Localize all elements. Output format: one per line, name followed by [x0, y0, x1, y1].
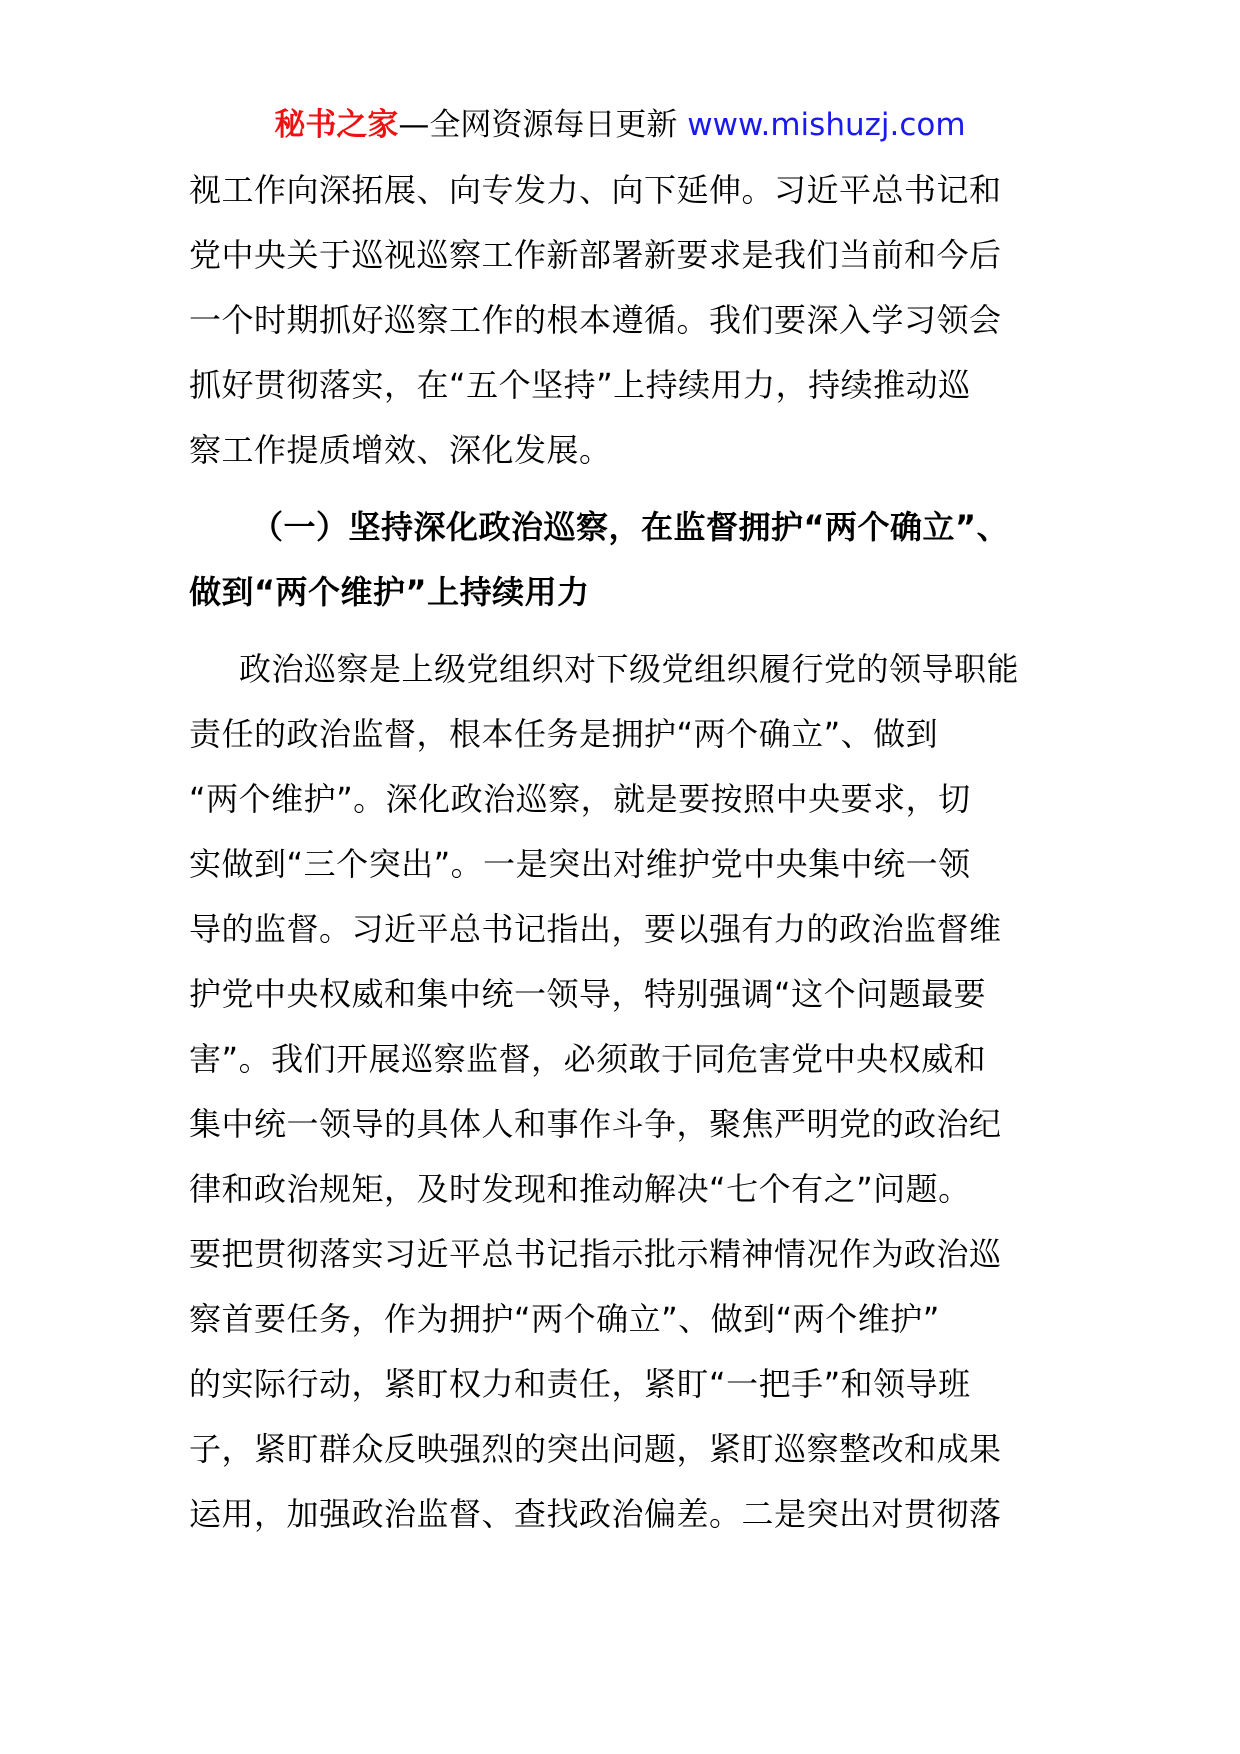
- paragraph-line: 责任的政治监督，根本任务是拥护“两个确立”、做到: [189, 715, 939, 753]
- paragraph-line: 察工作提质增效、深化发展。: [189, 431, 612, 469]
- paragraph-line: 的实际行动，紧盯权力和责任，紧盯“一把手”和领导班: [189, 1365, 971, 1403]
- paragraph-line: 党中央关于巡视巡察工作新部署新要求是我们当前和今后: [189, 236, 1002, 274]
- paragraph-line: 害”。我们开展巡察监督，必须敢于同危害党中央权威和: [189, 1040, 987, 1078]
- spacer: [189, 625, 1061, 637]
- section-heading-line: 做到“两个维护”上持续用力: [189, 573, 590, 611]
- page-header: [0, 100, 1240, 150]
- document-body: [189, 158, 1061, 1547]
- paragraph-line: 子，紧盯群众反映强烈的突出问题，紧盯巡察整改和成果: [189, 1430, 1002, 1468]
- paragraph-line: 护党中央权威和集中统一领导，特别强调“这个问题最要: [189, 975, 987, 1013]
- paragraph-line: 运用，加强政治监督、查找政治偏差。二是突出对贯彻落: [189, 1495, 1002, 1533]
- spacer: [189, 483, 1061, 495]
- paragraph-line: 导的监督。习近平总书记指出，要以强有力的政治监督维: [189, 910, 1002, 948]
- paragraph-line: 实做到“三个突出”。一是突出对维护党中央集中统一领: [189, 845, 971, 883]
- paragraph-line: 要把贯彻落实习近平总书记指示批示精神情况作为政治巡: [189, 1235, 1002, 1273]
- header-url[interactable]: www.mishuzj.com: [687, 107, 966, 143]
- paragraph-line: 察首要任务，作为拥护“两个确立”、做到“两个维护”: [189, 1300, 940, 1338]
- paragraph-line: 一个时期抓好巡察工作的根本遵循。我们要深入学习领会: [189, 301, 1002, 339]
- paragraph-line: 政治巡察是上级党组织对下级党组织履行党的领导职能: [239, 650, 1020, 688]
- paragraph-line: “两个维护”。深化政治巡察，就是要按照中央要求，切: [189, 780, 971, 818]
- paragraph-line: 视工作向深拓展、向专发力、向下延伸。习近平总书记和: [189, 171, 1002, 209]
- section-heading-line: （一）坚持深化政治巡察，在监督拥护“两个确立”、: [251, 508, 1010, 546]
- paragraph-line: 抓好贯彻落实，在“五个坚持”上持续用力，持续推动巡: [189, 366, 971, 404]
- header-tagline: —全网资源每日更新: [398, 107, 688, 143]
- paragraph-line: 集中统一领导的具体人和事作斗争，聚焦严明党的政治纪: [189, 1105, 1002, 1143]
- paragraph-line: 律和政治规矩，及时发现和推动解决“七个有之”问题。: [189, 1170, 971, 1208]
- header-brand: 秘书之家: [274, 107, 399, 143]
